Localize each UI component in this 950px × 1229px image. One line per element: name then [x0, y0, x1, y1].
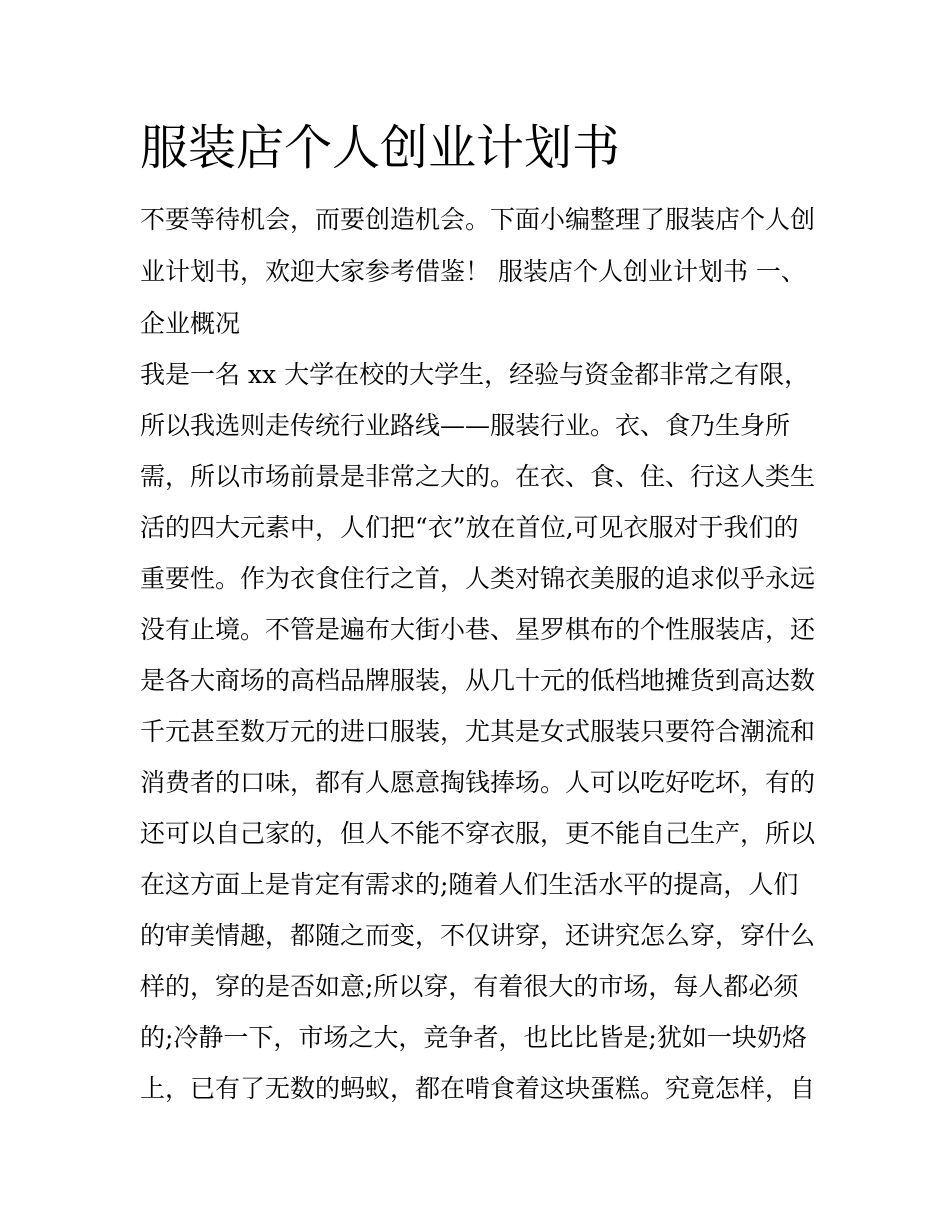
body-line: 的;冷静一下，市场之大，竞争者，也比比皆是;犹如一块奶烙 [140, 1023, 807, 1052]
body-line: 样的，穿的是否如意;所以穿，有着很大的市场，每人都必须 [140, 972, 799, 1001]
document-title: 服装店个人创业计划书 [140, 120, 621, 176]
body-line: 消费者的口味，都有人愿意掏钱捧场。人可以吃好吃坏，有的 [140, 768, 816, 797]
body-line: 我是一名 xx 大学在校的大学生，经验与资金都非常之有限， [140, 360, 810, 389]
body-line: 千元甚至数万元的进口服装，尤其是女式服装只要符合潮流和 [140, 717, 816, 746]
body-line: 是各大商场的高档品牌服装，从几十元的低档地摊货到高达数 [140, 666, 816, 695]
body-line: 上，已有了无数的蚂蚁，都在啃食着这块蛋糕。究竟怎样，自 [140, 1074, 816, 1103]
body-line: 企业概况 [140, 309, 241, 338]
body-line: 不要等待机会，而要创造机会。下面小编整理了服装店个人创 [140, 205, 816, 234]
body-line: 没有止境。不管是遍布大街小巷、星罗棋布的个性服装店，还 [140, 615, 816, 644]
body-line: 需，所以市场前景是非常之大的。在衣、食、住、行这人类生 [140, 462, 816, 491]
body-line: 重要性。作为衣食住行之首，人类对锦衣美服的追求似乎永远 [140, 564, 816, 593]
body-line: 所以我选则走传统行业路线——服装行业。衣、食乃生身所 [140, 411, 791, 440]
body-line: 在这方面上是肯定有需求的;随着人们生活水平的提高，人们 [140, 870, 799, 899]
body-line: 活的四大元素中，人们把“衣”放在首位,可见衣服对于我们的 [140, 513, 799, 542]
body-line: 业计划书，欢迎大家参考借鉴！ 服装店个人创业计划书 一、 [140, 257, 806, 286]
body-line: 还可以自己家的，但人不能不穿衣服，更不能自己生产，所以 [140, 819, 816, 848]
body-line: 的审美情趣，都随之而变，不仅讲穿，还讲究怎么穿，穿什么 [140, 921, 816, 950]
